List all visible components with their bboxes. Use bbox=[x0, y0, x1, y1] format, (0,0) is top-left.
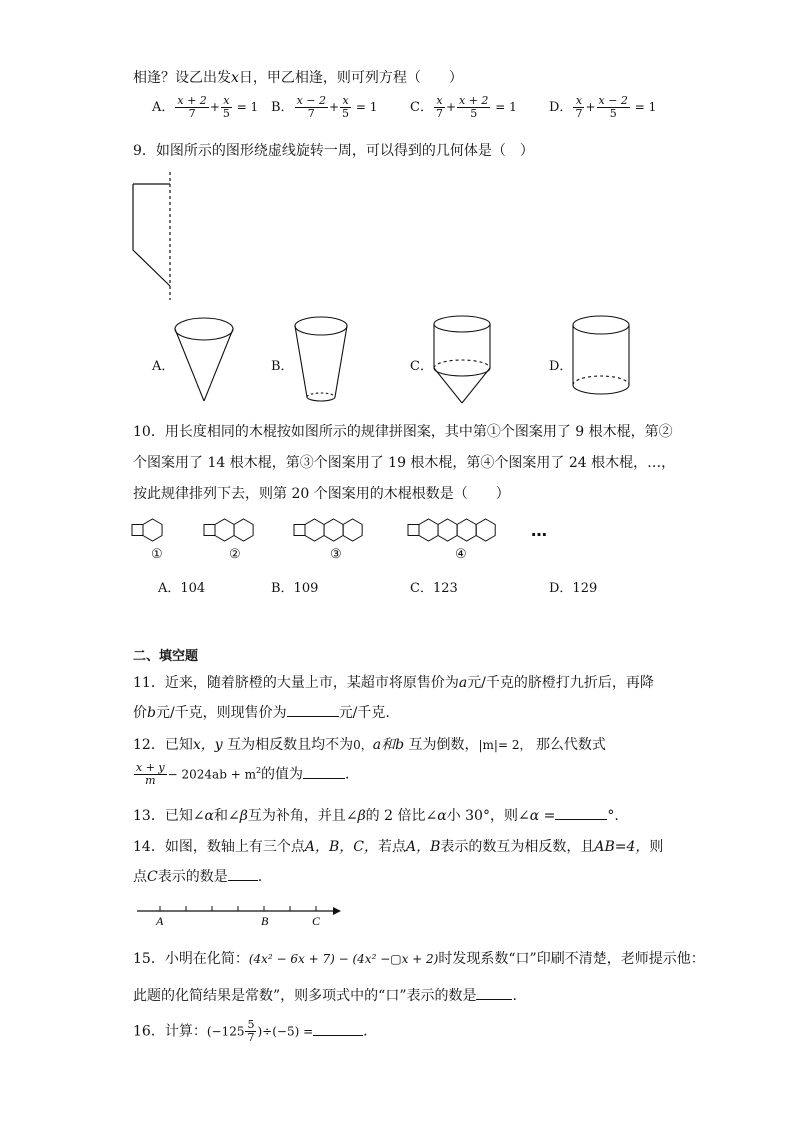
q10-pattern-1 bbox=[132, 519, 162, 541]
q9-option-a-cone bbox=[172, 315, 242, 405]
q8-fraction: $\frac{x}{5}$ bbox=[222, 94, 230, 120]
q8-option-a: A． $\frac{x + 2}{7}$ + $\frac{x}{5}$ = 1 bbox=[152, 94, 259, 120]
q14-line2: 点C表示的数是 . bbox=[133, 869, 263, 885]
q11-line1 bbox=[133, 672, 654, 692]
q11-answer-blank bbox=[287, 704, 339, 717]
q9-option-b-frustum bbox=[292, 315, 362, 405]
q8-option-c: C． $\frac{x}{7}$ + $\frac{x + 2}{5}$ = 1 bbox=[410, 94, 517, 120]
q12-answer-blank bbox=[303, 766, 345, 779]
q14-label-c: C bbox=[312, 914, 321, 928]
q12-vars-ab: a和b bbox=[372, 737, 405, 753]
q12-exp: 2 bbox=[255, 765, 262, 775]
q12-vars-xy: x，y bbox=[192, 737, 223, 753]
q10-pattern-label-1: ① bbox=[151, 547, 163, 562]
q10-line3: 按此规律排列下去，则第 20 个图案用的木棍根数是（ ） bbox=[133, 486, 510, 502]
q10-pattern-3 bbox=[294, 519, 362, 541]
q12-text-4: 那么代数式 bbox=[535, 737, 606, 753]
q8-fraction: $\frac{x - 2}{7}$ bbox=[296, 94, 326, 120]
q10-square bbox=[204, 525, 215, 536]
q10-pattern-label-4: ④ bbox=[455, 547, 467, 562]
q10-line2: 个图案用了 14 根木棍，第③个图案用了 19 根木棍，第④个图案用了 24 根木棍，…， bbox=[133, 455, 676, 471]
q11-text-1: 11．近来，随着脐橙的大量上市，某超市将原售价为 bbox=[133, 675, 459, 691]
q11-var-b: b bbox=[147, 705, 156, 721]
q8-option-letter: D． bbox=[549, 100, 573, 115]
q10-pattern-2 bbox=[204, 519, 253, 541]
q12-text-3: 互为倒数， bbox=[408, 737, 479, 753]
q11-text-4: 元/千克，则现售价为 bbox=[155, 705, 287, 721]
q16-fraction: $\frac{5}{7}$ bbox=[247, 1018, 255, 1044]
q8-option-letter: C． bbox=[410, 100, 433, 115]
q8-stem-text-2: 日，甲乙相逢，则可列方程（ ） bbox=[238, 70, 463, 86]
q12-expr: − 2024ab + m bbox=[167, 767, 256, 782]
q8-fraction: $\frac{x - 2}{5}$ bbox=[598, 94, 628, 120]
q11-var-a: a bbox=[458, 675, 468, 691]
q10-square bbox=[408, 525, 419, 536]
q12-fraction bbox=[134, 762, 167, 787]
q14-number-line bbox=[137, 902, 347, 932]
q14-label-b: B bbox=[261, 914, 269, 928]
q9-stem: 9．如图所示的图形绕虚线旋转一周，可以得到的几何体是（ ） bbox=[133, 143, 534, 159]
q9-option-d-cylinder bbox=[569, 313, 649, 408]
q10-option-b: B．109 bbox=[271, 581, 319, 596]
q8-fraction: $\frac{x}{7}$ bbox=[435, 94, 443, 120]
q12-abs-m: |m|= 2， bbox=[478, 738, 532, 752]
q11-text-3: 价 bbox=[133, 705, 147, 721]
q8-fraction: $\frac{x}{7}$ bbox=[575, 94, 583, 120]
q10-pattern-label-3: ③ bbox=[330, 547, 342, 562]
q10-hexagon bbox=[305, 519, 324, 541]
q8-option-letter: B． bbox=[271, 100, 294, 115]
q9-label-b: B． bbox=[271, 359, 294, 374]
q10-hexagon bbox=[324, 519, 343, 541]
q10-option-a: A．104 bbox=[158, 581, 206, 596]
q12-text-1: 12．已知 bbox=[133, 737, 193, 753]
q10-pattern-figure bbox=[130, 512, 570, 552]
q8-fraction: $\frac{x + 2}{5}$ bbox=[459, 94, 489, 120]
q11-line2 bbox=[133, 702, 390, 722]
q10-option-d: D．129 bbox=[549, 581, 598, 596]
q10-line1: 10．用长度相同的木棍按如图所示的规律拼图案，其中第①个图案用了 9 根木棍，第② bbox=[133, 424, 673, 440]
q8-option-d: D． $\frac{x}{7}$ + $\frac{x - 2}{5}$ = 1 bbox=[549, 94, 657, 120]
q10-square bbox=[132, 525, 143, 536]
q11-text-2: 元/千克的脐橙打九折后，再降 bbox=[467, 675, 654, 691]
q14-answer-blank bbox=[228, 868, 258, 881]
q8-option-letter: A． bbox=[152, 100, 175, 115]
q10-hexagon bbox=[143, 519, 162, 541]
q9-option-c-cylinder-cone bbox=[430, 313, 510, 408]
q9-figure bbox=[125, 170, 185, 300]
q9-label-c: C． bbox=[410, 359, 433, 374]
q8-option-b: B． $\frac{x - 2}{7}$ + $\frac{x}{5}$ = 1 bbox=[271, 94, 378, 120]
q10-pattern-4 bbox=[408, 519, 495, 541]
q10-hexagon bbox=[438, 519, 457, 541]
q12-frac-den: m bbox=[145, 774, 156, 787]
q15-line2: 此题的化简结果是常数”，则多项式中的“口”表示的数是 . bbox=[133, 988, 517, 1004]
q16-line: 16．计算：(−125 $\frac{5}{7}$ )÷(−5) = . bbox=[133, 1018, 368, 1044]
q10-hexagon bbox=[215, 519, 234, 541]
q10-hexagon bbox=[343, 519, 362, 541]
q10-option-c: C．123 bbox=[410, 581, 458, 596]
q12-line1 bbox=[133, 734, 606, 754]
q9-label-a: A． bbox=[152, 359, 175, 374]
q10-hexagon bbox=[457, 519, 476, 541]
q15-expression: (4x² − 6x + 7) − (4x² −▢x + 2) bbox=[248, 952, 439, 966]
q12-end: . bbox=[345, 766, 350, 783]
q10-hexagon bbox=[419, 519, 438, 541]
q12-text-2: 互为相反数且均不为 bbox=[227, 737, 354, 753]
q8-fraction: $\frac{x}{5}$ bbox=[342, 94, 350, 120]
q15-answer-blank bbox=[476, 987, 512, 1000]
q15-line1: 15．小明在化简：(4x² − 6x + 7) − (4x² −▢x + 2)时发现系数“口”印刷不清楚，老师提示他： bbox=[133, 951, 705, 967]
q10-ellipsis: … bbox=[531, 521, 547, 540]
q12-frac-num: x + y bbox=[136, 761, 165, 774]
q13-line: 13．已知∠α和∠β互为补角，并且∠β的 2 倍比∠α小 30°，则∠α = °. bbox=[133, 808, 619, 824]
q10-pattern-label-2: ② bbox=[229, 547, 241, 562]
q8-stem-text: 相逢？设乙出发 bbox=[133, 70, 231, 86]
q12-zero: 0， bbox=[353, 738, 373, 752]
q8-stem bbox=[133, 67, 463, 87]
q9-label-d: D． bbox=[549, 359, 573, 374]
q8-fraction: $\frac{x + 2}{7}$ bbox=[177, 94, 207, 120]
q10-square bbox=[294, 525, 305, 536]
q10-hexagon bbox=[234, 519, 253, 541]
q10-hexagon bbox=[476, 519, 495, 541]
q14-label-a: A bbox=[156, 914, 164, 928]
q8-var-x: x bbox=[231, 70, 239, 86]
q14-line1: 14．如图，数轴上有三个点A，B，C，若点A，B表示的数互为相反数，且AB=4，则 bbox=[133, 839, 664, 855]
q13-answer-blank bbox=[555, 807, 607, 820]
q11-text-5: 元/千克. bbox=[338, 705, 390, 721]
section-title: 二、填空题 bbox=[133, 649, 199, 664]
q12-text-5: 的值为 bbox=[261, 766, 304, 783]
q16-answer-blank bbox=[313, 1023, 363, 1036]
q12-line2 bbox=[133, 762, 350, 787]
